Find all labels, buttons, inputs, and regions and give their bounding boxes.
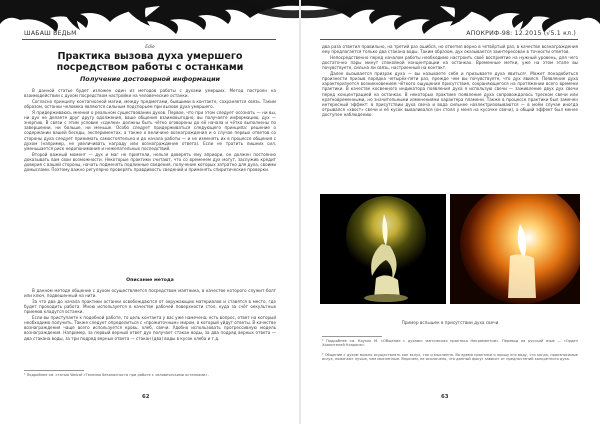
footnote-rule (322, 336, 382, 337)
running-header: ШАБАШ ВЕДЬМ (24, 30, 77, 37)
running-header: АПОКРИФ-98: 12.2015 (√5.1 кл.) (466, 30, 576, 37)
page-number: 62 (142, 394, 150, 400)
right-page (300, 0, 600, 424)
intro-text (24, 88, 276, 173)
paragraph: Далее вызывается призрак духа — вы называете себя и призываете духа явиться². Может понадобиться произнести призыв порядка четырёх-пяти раз, прежде чем вы почувствуете, что дух явился. Появление духа характеризуется возникновением чёткого ощущения присутствия, сохраняющегося на протяжении всего времени практики. В качестве косвенного индикатора появления духа я использую свечи — заживление двух дух свечи перед концентрацией на останках. В некоторых практике появление духа сопровождалось треском свечи или кратковременными, но значительными изменениями характера пламени. Также в процессе практики был замечен интересный эффект: в присутствии духа свеча и вода сильнее наэлектризовываются — в моём случае иногда отрывался «хвост» свечи и её кусок вываливался (он стоял у меня на кусочке свечи), а общий эффект был менее доступен наблюдению. (322, 70, 578, 118)
paragraph: Я придерживаюсь мнения о реальном существовании духов. Первое, что при этом следует осознать — ни вы, ни дух не делаете друг другу одолжения, ваше общение взаимовыгодно, вы получаете информацию, дух — энергию. В связи с этим условие «сделки» должны быть чётко оговорены до её начала и чётко выполнены по завершении, ни больше, ни меньше. Особо следует придерживаться следующего принципа: решение о содержании вашей беседы, экспериментах, а также о величине вознаграждения и о случае первых ответов со стороны духа следует принимать самостоятельно и до начала работы — и не изменять их в процессе общения с духом (например, не увеличивать награду или вознаграждение ответа). Если не тратить лишних сил, уменьшается риск недопонимания и нежелательных последствий. (24, 109, 276, 151)
photo-row (320, 194, 580, 304)
body-text (322, 44, 578, 118)
photo-caption: Пример вспышек в присутствии духа свечи (401, 320, 499, 325)
article-subtitle: Получение достоверной информации (79, 75, 221, 83)
footnote-rule (24, 370, 84, 371)
paragraph: В данной статье будет изложен один из методов работы с духами умерших. Метод построен на взаимодействии с духом посредством настройки на человеческие останки. (24, 88, 276, 99)
header-rule (320, 39, 578, 40)
section-heading: Описание метода (126, 278, 174, 283)
paragraph: два раза ответил правильно, на третий раз ошибся, но ответил верно в четвёртый раз, в качестве вознаграждения ему предлагается только два стакана воды. Таким образом, дух оказывается заинтересован в точности ответов. (322, 44, 578, 55)
page-number: 63 (441, 394, 449, 400)
photo-candle-flame-right (450, 194, 580, 304)
author-name: Edie (145, 45, 155, 50)
footnote: ² Подробнее см. Коуэлл М. «Общение с духами: магическая практика Некромантии». Перевод на русский язык — «Орден Хранителей Кхарона». (322, 339, 578, 348)
footnote: ³ Общение с духом можно осуществлять как вслух, так и мысленно. Во время практики я прошу его воду, что когда, произносимые вслух, помогают лучше, чем мысленные. Впрочем, не исключено, что данный фокус зависит от предпочтений конкретного духа. (322, 353, 578, 362)
footnote: ¹ Подробнее см. статью Walcaf «Техника безопасности при работе с человеческими останками». (24, 373, 209, 377)
header-rule (22, 39, 276, 40)
paragraph: Согласно принципу контагиозной магии, между предметами, бывшими в контакте, сохраняется связь. Таким образом, останки человека являются сильным подспорьем при вызове духа умершего. (24, 98, 276, 110)
paragraph: За что два до начала практики останки освобождаются от окружающих материалов и ставятся в место, где будет проходить работа. Мною используется в качестве рабочей поверхности стол, куда за счёт оккультных приемов кладутся останки. (24, 298, 276, 315)
book-spine (299, 0, 301, 424)
method-text (24, 288, 276, 341)
paragraph: Непосредственно перед началом работы необходимо настроить своё восприятие на нужный уровень, для чего достаточно пары минут спокойной концентрации на останках. Временные метки, уже на этом этапе вы почувствуете, сильна ли связь, настроенный на контакт. (322, 54, 578, 71)
paragraph: Второй важный момент — дух и маг не приятели, нельзя доверять ему априори, он должен постоянно доказывать вам свои возможности. Некоторые практики считают, что со временем дух могут, заслужив кредит доверия с вашей стороны, начать подменять подлинные сведения, получение которых затратно для духа, своими домыслами. Поэтому важно регулярно проверять правдивость сведений и применять спиритические проверки. (24, 151, 276, 173)
paragraph: Если вы приступаете к подобной работе, то цель контакта у вас уже намечена, есть вопрос, ответ на который необходимо получить. Также следует определиться с «прожиточным» миром, в который уйдут ответы. В качестве вознаграждения чаще всего используется кровь, хлеб, свечи. Удобно использовать прогрессивную модель вознаграждения. Например, за первый верный ответ дух получает стакан воды, за два подряд верных ответа — два стакана воды, за три подряд верных ответа — стакан (два) воды в кусок хлеба и т.д. (24, 314, 276, 341)
article-title: Практика вызова духа умершего посредством работы с останками (56, 51, 244, 73)
photo-candle-flame-left (320, 194, 446, 304)
paragraph: В данном методе общение с духом осуществляется посредством маятника, в качестве которого служит болт или ключ, подвешенный на нити. (24, 288, 276, 299)
